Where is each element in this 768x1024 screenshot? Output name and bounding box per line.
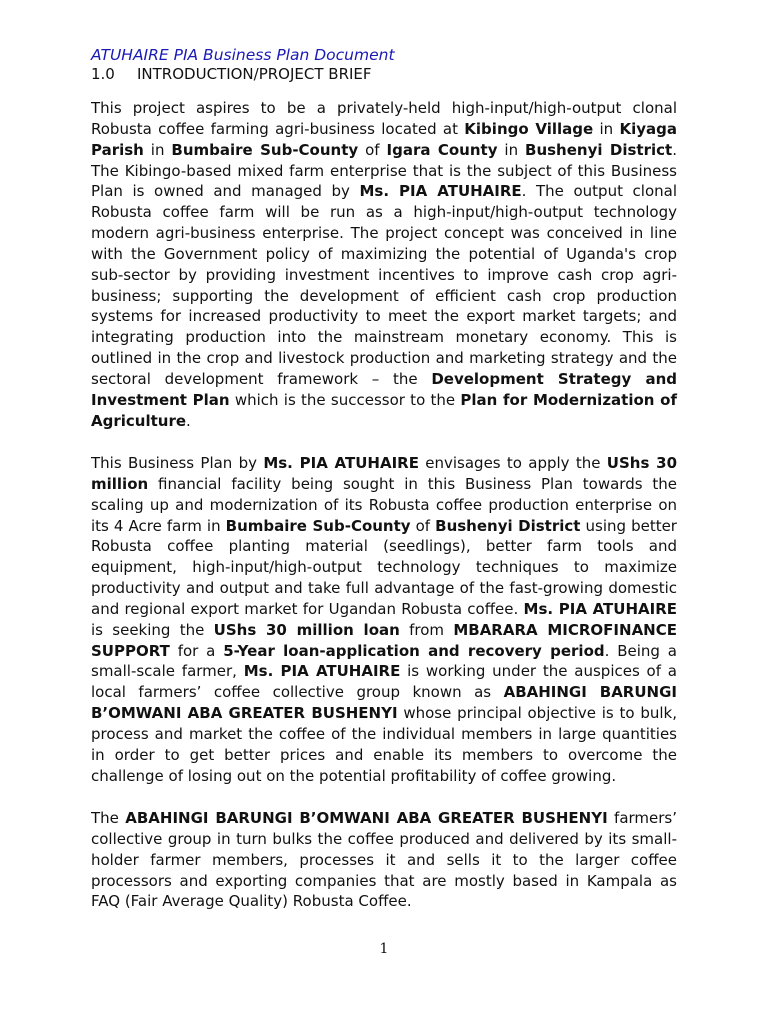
bold-text-run: ABAHINGI BARUNGI B’OMWANI ABA GREATER BUSHENYI <box>91 683 677 723</box>
bold-text-run: Development Strategy and Investment Plan <box>91 369 678 409</box>
text-run: which is the successor to the <box>229 390 461 409</box>
section-title: INTRODUCTION/PROJECT BRIEF <box>137 65 372 83</box>
bold-text-run: Bumbaire Sub-County <box>171 140 359 159</box>
bold-text-run: Ms. PIA ATUHAIRE <box>243 662 401 681</box>
text-run: for a <box>169 641 224 660</box>
paragraph-introduction <box>91 98 677 432</box>
bold-text-run: Ms. PIA ATUHAIRE <box>359 182 522 201</box>
text-run: . The Kibingo-based mixed farm enterprise that is the subject of this Business Plan is owned and managed by <box>91 140 677 201</box>
bold-text-run: ABAHINGI BARUNGI B’OMWANI ABA GREATER BUSHENYI <box>125 809 608 827</box>
text-run: . Being a small-scale farmer, <box>91 641 677 681</box>
page-number: 1 <box>379 941 389 957</box>
bold-text-run: Bushenyi District <box>435 516 581 535</box>
text-run: whose principal objective is to bulk, process and market the coffee of the individual members in large quantities in order to get better prices and enable its members to overcome the challenge of losing out on the potential profitability of coffee growing. <box>91 704 677 785</box>
text-run: This Business Plan by <box>91 454 264 472</box>
bold-text-run: Ms. PIA ATUHAIRE <box>523 599 678 618</box>
bold-text-run: MBARARA MICROFINANCE SUPPORT <box>91 620 677 660</box>
text-run: This project aspires to be a privately-held high-input/high-output clonal Robusta coffee farming agri-business located at <box>91 99 677 138</box>
text-run: in <box>593 119 620 138</box>
bold-text-run: Ms. PIA ATUHAIRE <box>263 454 419 472</box>
bold-text-run: Plan for Modernization of Agriculture <box>91 390 677 430</box>
bold-text-run: Igara County <box>386 140 498 159</box>
paragraph-business-plan <box>91 453 677 787</box>
bold-text-run: UShs 30 million loan <box>213 620 400 639</box>
text-run: of <box>410 516 436 535</box>
bold-text-run: Bushenyi District <box>525 140 673 159</box>
paragraph-collective-group <box>91 808 677 912</box>
document-title: ATUHAIRE PIA Business Plan Document <box>91 46 395 64</box>
bold-text-run: Kibingo Village <box>464 119 594 138</box>
text-run: financial facility being sought in this Business Plan towards the scaling up and modernization of its Robusta coffee production enterprise on its 4 Acre farm in <box>91 474 677 535</box>
text-run: . <box>186 411 191 430</box>
bold-text-run: 5-Year loan-application and recovery period <box>223 641 605 660</box>
text-run: The <box>91 809 126 827</box>
section-heading <box>91 65 372 83</box>
text-run: of <box>358 140 387 159</box>
bold-text-run: UShs 30 million <box>91 454 678 493</box>
section-number: 1.0 <box>91 65 115 83</box>
text-run: is working under the auspices of a local farmers’ coffee collective group known as <box>91 662 677 702</box>
text-run: from <box>399 620 454 639</box>
bold-text-run: Bumbaire Sub-County <box>225 516 411 535</box>
text-run: envisages to apply the <box>418 454 607 472</box>
text-run: in <box>497 140 526 159</box>
bold-text-run: Kiyaga Parish <box>91 119 677 159</box>
text-run: using better Robusta coffee planting material (seedlings), better farm tools and equipment, high-input/high-output technology techniques to maximize productivity and output and take full advantage of the fast-growing domestic and regional export market for Ugandan Robusta coffee. <box>91 516 677 618</box>
text-run: farmers’ collective group in turn bulks the coffee produced and delivered by its small-holder farmer members, processes it and sells it to the larger coffee processors and exporting companies that are mostly based in Kampala as FAQ (Fair Average Quality) Robusta Coffee. <box>91 809 677 911</box>
text-run: is seeking the <box>91 620 214 639</box>
text-run: . The output clonal Robusta coffee farm will be run as a high-input/high-output technology modern agri-business enterprise. The project concept was conceived in line with the Government policy of maximizing the potential of Uganda's crop sub-sector by providing investment incentives to improve cash crop agri-business; supporting the development of efficient cash crop production systems for increased productivity to meet the export market targets; and integrating production into the mainstream monetary economy. This is outlined in the crop and livestock production and marketing strategy and the sectoral development framework – the <box>91 182 678 388</box>
text-run: in <box>143 140 172 159</box>
